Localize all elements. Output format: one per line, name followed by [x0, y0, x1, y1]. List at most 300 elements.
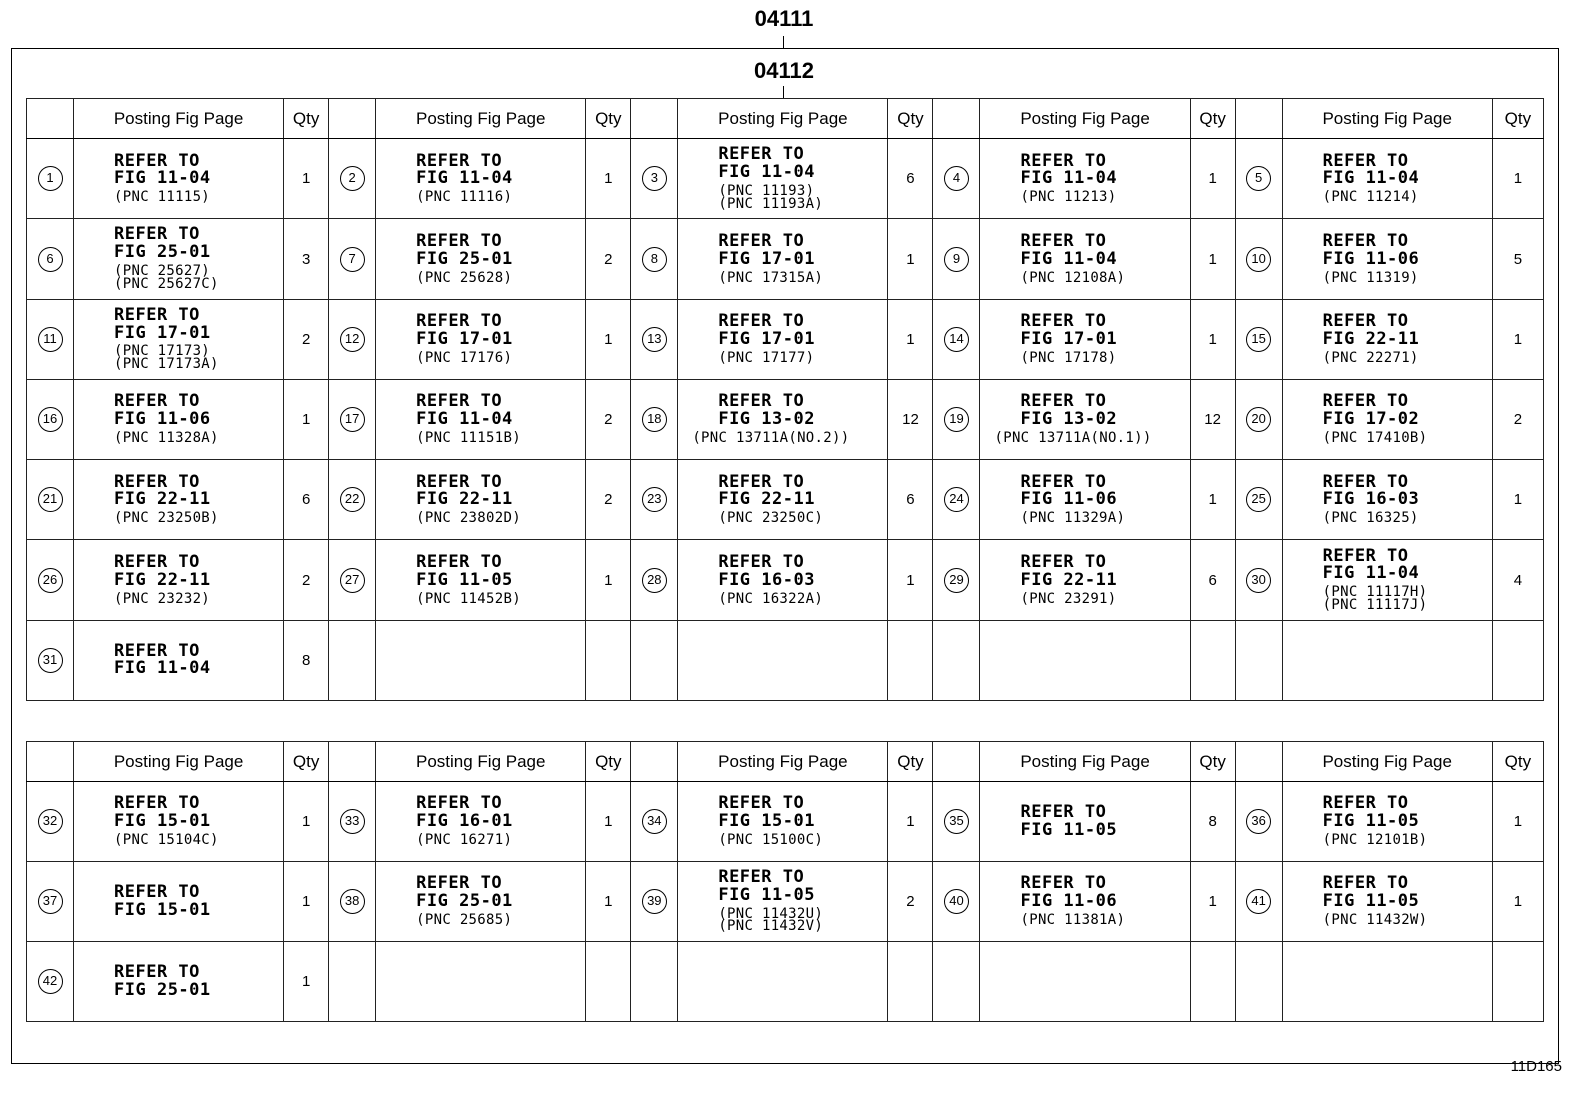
fig-reference: FIG 15-01 — [114, 899, 211, 920]
qty-cell: 1 — [1492, 299, 1543, 379]
empty-cell — [888, 942, 933, 1022]
fig-reference: FIG 25-01 — [114, 242, 211, 263]
pnc-number: (PNC 23802D) — [416, 510, 521, 527]
posting-fig-page-cell — [980, 299, 1190, 379]
empty-cell — [1190, 942, 1235, 1022]
header-posting-fig-page: Posting Fig Page — [678, 742, 888, 782]
pnc-number: (PNC 11213) — [1020, 189, 1117, 206]
callout-number: 12 — [340, 327, 365, 352]
fig-reference: FIG 16-03 — [1322, 489, 1420, 510]
fig-reference: FIG 11-05 — [1020, 819, 1118, 840]
refer-to-text: REFER TO — [114, 881, 200, 902]
fig-reference: FIG 15-01 — [114, 811, 211, 832]
pnc-number: (PNC 13711A(NO.2)) — [692, 430, 850, 447]
callout-cell — [27, 942, 74, 1022]
callout-cell — [27, 219, 74, 299]
pnc-number: (PNC 11115) — [114, 189, 211, 206]
refer-to-text: REFER TO — [1322, 793, 1409, 814]
pnc-number: (PNC 17315A) — [718, 269, 824, 286]
refer-to-text: REFER TO — [1322, 150, 1409, 171]
empty-cell — [586, 942, 631, 1022]
header-qty: Qty — [586, 99, 631, 139]
posting-fig-page-cell — [376, 540, 586, 620]
posting-fig-page-cell — [74, 379, 284, 459]
pnc-number: (PNC 23250C) — [718, 510, 824, 527]
callout-cell — [1235, 139, 1282, 219]
refer-to-text: REFER TO — [114, 224, 200, 245]
callout-cell — [329, 299, 376, 379]
assembly-code-04111: 04111 — [754, 6, 814, 31]
qty-cell: 1 — [284, 139, 329, 219]
refer-to-text: REFER TO — [1020, 230, 1107, 251]
table-row — [27, 620, 1544, 700]
header-posting-fig-page: Posting Fig Page — [1282, 742, 1492, 782]
table-row — [27, 942, 1544, 1022]
posting-fig-page-cell — [74, 139, 284, 219]
callout-number: 28 — [642, 568, 667, 593]
qty-cell: 1 — [1190, 219, 1235, 299]
qty-cell: 6 — [888, 139, 933, 219]
header-posting-fig-page: Posting Fig Page — [1282, 99, 1492, 139]
refer-to-text: REFER TO — [718, 391, 805, 412]
refer-to-text: REFER TO — [1322, 230, 1409, 251]
refer-to-text: REFER TO — [416, 230, 503, 251]
qty-cell: 1 — [586, 782, 631, 862]
posting-fig-page-cell — [980, 139, 1190, 219]
callout-number: 38 — [340, 889, 365, 914]
posting-fig-page-cell — [376, 379, 586, 459]
empty-cell — [1190, 620, 1235, 700]
pnc-number: (PNC 16271) — [416, 832, 513, 848]
qty-cell: 1 — [1492, 782, 1543, 862]
refer-to-text: REFER TO — [114, 304, 200, 325]
callout-cell — [933, 299, 980, 379]
header-posting-fig-page: Posting Fig Page — [74, 742, 284, 782]
callout-cell — [27, 460, 74, 540]
posting-fig-page-cell — [74, 299, 284, 379]
callout-number: 25 — [1246, 487, 1271, 512]
qty-cell: 1 — [1190, 862, 1235, 942]
refer-to-text: REFER TO — [416, 150, 503, 171]
refer-to-text: REFER TO — [114, 640, 200, 661]
fig-reference: FIG 11-04 — [114, 658, 211, 679]
header-blank-cell — [27, 742, 74, 782]
callout-number: 31 — [38, 648, 63, 673]
empty-cell — [1235, 942, 1282, 1022]
callout-cell — [329, 139, 376, 219]
empty-cell — [376, 620, 586, 700]
empty-cell — [678, 620, 888, 700]
header-qty: Qty — [586, 742, 631, 782]
pnc-number: (PNC 17173A) — [114, 356, 219, 373]
posting-fig-page-cell — [678, 862, 888, 942]
callout-number: 9 — [944, 247, 969, 272]
callout-cell — [329, 460, 376, 540]
qty-cell: 2 — [888, 862, 933, 942]
callout-cell — [631, 782, 678, 862]
posting-fig-page-cell — [678, 139, 888, 219]
posting-fig-page-cell — [1282, 460, 1492, 540]
qty-cell: 2 — [586, 219, 631, 299]
callout-cell — [27, 862, 74, 942]
header-qty: Qty — [284, 99, 329, 139]
header-blank-cell — [1235, 742, 1282, 782]
callout-cell — [631, 219, 678, 299]
posting-fig-page-cell — [980, 782, 1190, 862]
pnc-number: (PNC 11193A) — [718, 195, 824, 212]
qty-cell: 1 — [284, 942, 329, 1022]
fig-reference: FIG 11-05 — [1322, 891, 1420, 912]
callout-number: 42 — [38, 969, 63, 994]
qty-cell: 1 — [1492, 139, 1543, 219]
figure-code: 11D165 — [1510, 1058, 1562, 1075]
pnc-number: (PNC 11432V) — [718, 918, 824, 935]
callout-number: 14 — [944, 327, 969, 352]
header-blank-cell — [631, 742, 678, 782]
callout-cell — [1235, 540, 1282, 620]
qty-cell: 2 — [586, 460, 631, 540]
qty-cell: 6 — [284, 460, 329, 540]
fig-reference: FIG 11-05 — [1322, 811, 1420, 832]
refer-to-text: REFER TO — [114, 471, 200, 492]
refer-to-text: REFER TO — [114, 551, 200, 572]
qty-cell: 1 — [586, 299, 631, 379]
fig-reference: FIG 16-01 — [416, 811, 513, 832]
empty-cell — [1282, 620, 1492, 700]
callout-cell — [27, 540, 74, 620]
callout-cell — [933, 139, 980, 219]
pnc-number: (PNC 25627) — [114, 263, 211, 280]
callout-cell — [329, 862, 376, 942]
qty-cell: 1 — [888, 219, 933, 299]
refer-to-text: REFER TO — [718, 471, 805, 492]
fig-reference: FIG 16-03 — [718, 569, 815, 590]
callout-number: 4 — [944, 166, 969, 191]
pnc-number: (PNC 25627C) — [114, 275, 219, 292]
empty-cell — [980, 942, 1190, 1022]
posting-fig-page-cell — [678, 782, 888, 862]
qty-cell: 8 — [1190, 782, 1235, 862]
callout-number: 23 — [642, 487, 667, 512]
callout-number: 7 — [340, 247, 365, 272]
qty-cell: 8 — [284, 620, 329, 700]
table-row — [27, 379, 1544, 459]
posting-fig-page-cell — [74, 620, 284, 700]
header-posting-fig-page: Posting Fig Page — [980, 99, 1190, 139]
refer-to-text: REFER TO — [416, 873, 503, 894]
qty-cell: 5 — [1492, 219, 1543, 299]
posting-fig-page-cell — [376, 299, 586, 379]
callout-cell — [631, 139, 678, 219]
table-row — [27, 460, 1544, 540]
qty-cell: 1 — [586, 862, 631, 942]
refer-to-text: REFER TO — [718, 311, 805, 332]
callout-number: 33 — [340, 809, 365, 834]
fig-reference: FIG 11-04 — [416, 168, 513, 189]
table-row — [27, 540, 1544, 620]
callout-number: 30 — [1246, 568, 1271, 593]
posting-fig-page-cell — [376, 460, 586, 540]
qty-cell: 1 — [284, 379, 329, 459]
callout-number: 37 — [38, 889, 63, 914]
posting-fig-page-cell — [678, 299, 888, 379]
callout-number: 21 — [38, 487, 63, 512]
fig-reference: FIG 17-01 — [718, 328, 815, 349]
callout-number: 3 — [642, 166, 667, 191]
parts-table-2 — [26, 741, 1544, 1022]
posting-fig-page-cell — [74, 862, 284, 942]
posting-fig-page-cell — [678, 379, 888, 459]
pnc-number: (PNC 11151B) — [416, 430, 521, 447]
qty-cell: 1 — [888, 299, 933, 379]
callout-cell — [933, 379, 980, 459]
refer-to-text: REFER TO — [416, 391, 503, 412]
empty-cell — [933, 942, 980, 1022]
header-qty: Qty — [1190, 99, 1235, 139]
callout-cell — [329, 540, 376, 620]
fig-reference: FIG 11-05 — [416, 569, 513, 590]
qty-cell: 1 — [1190, 139, 1235, 219]
refer-to-text: REFER TO — [1322, 391, 1409, 412]
empty-cell — [1492, 620, 1543, 700]
header-qty: Qty — [888, 99, 933, 139]
callout-cell — [631, 460, 678, 540]
fig-reference: FIG 11-05 — [718, 884, 815, 905]
header-posting-fig-page: Posting Fig Page — [980, 742, 1190, 782]
pnc-number: (PNC 12101B) — [1322, 832, 1428, 848]
callout-number: 16 — [38, 407, 63, 432]
refer-to-text: REFER TO — [1020, 551, 1107, 572]
callout-number: 22 — [340, 487, 365, 512]
fig-reference: FIG 11-04 — [1322, 168, 1420, 189]
refer-to-text: REFER TO — [114, 391, 200, 412]
pnc-number: (PNC 15104C) — [114, 832, 219, 848]
callout-number: 27 — [340, 568, 365, 593]
header-blank-cell — [933, 99, 980, 139]
empty-cell — [980, 620, 1190, 700]
callout-cell — [27, 139, 74, 219]
empty-cell — [329, 942, 376, 1022]
callout-number: 20 — [1246, 407, 1271, 432]
posting-fig-page-cell — [980, 540, 1190, 620]
refer-to-text: REFER TO — [718, 866, 805, 887]
pnc-number: (PNC 17177) — [718, 349, 815, 366]
fig-reference: FIG 17-01 — [1020, 328, 1118, 349]
fig-reference: FIG 22-11 — [718, 489, 815, 510]
fig-reference: FIG 17-01 — [718, 248, 815, 269]
posting-fig-page-cell — [678, 460, 888, 540]
fig-reference: FIG 22-11 — [1020, 569, 1118, 590]
callout-number: 36 — [1246, 809, 1271, 834]
fig-reference: FIG 25-01 — [114, 979, 211, 1000]
callout-number: 11 — [38, 327, 63, 352]
posting-fig-page-cell — [74, 460, 284, 540]
callout-cell — [631, 540, 678, 620]
callout-cell — [933, 219, 980, 299]
qty-cell: 1 — [888, 782, 933, 862]
parts-table-1 — [26, 98, 1544, 701]
pnc-number: (PNC 25685) — [416, 912, 513, 928]
posting-fig-page-cell — [74, 782, 284, 862]
header-blank-cell — [329, 99, 376, 139]
qty-cell: 1 — [586, 139, 631, 219]
header-blank-cell — [1235, 99, 1282, 139]
callout-cell — [1235, 379, 1282, 459]
fig-reference: FIG 11-04 — [416, 409, 513, 430]
fig-reference: FIG 11-04 — [114, 168, 211, 189]
header-blank-cell — [27, 99, 74, 139]
callout-number: 24 — [944, 487, 969, 512]
header-blank-cell — [329, 742, 376, 782]
callout-number: 8 — [642, 247, 667, 272]
callout-cell — [631, 299, 678, 379]
header-qty: Qty — [888, 742, 933, 782]
callout-cell — [1235, 782, 1282, 862]
pnc-number: (PNC 23291) — [1020, 590, 1117, 607]
fig-reference: FIG 11-06 — [1020, 891, 1118, 912]
qty-cell: 2 — [1492, 379, 1543, 459]
qty-cell: 1 — [1190, 460, 1235, 540]
callout-number: 19 — [944, 407, 969, 432]
fig-reference: FIG 11-04 — [1020, 168, 1118, 189]
table-row — [27, 862, 1544, 942]
refer-to-text: REFER TO — [718, 144, 805, 165]
refer-to-text: REFER TO — [1020, 391, 1107, 412]
assembly-leader-line — [783, 36, 784, 48]
table-header-row — [27, 99, 1544, 139]
pnc-number: (PNC 17173) — [114, 343, 211, 360]
pnc-number: (PNC 11319) — [1322, 269, 1419, 286]
pnc-number: (PNC 13711A(NO.1)) — [994, 430, 1152, 447]
header-qty: Qty — [1492, 99, 1543, 139]
header-posting-fig-page: Posting Fig Page — [376, 742, 586, 782]
callout-number: 2 — [340, 166, 365, 191]
posting-fig-page-cell — [980, 219, 1190, 299]
callout-number: 10 — [1246, 247, 1271, 272]
callout-number: 41 — [1246, 889, 1271, 914]
pnc-number: (PNC 23232) — [114, 590, 211, 607]
qty-cell: 12 — [1190, 379, 1235, 459]
refer-to-text: REFER TO — [1322, 471, 1409, 492]
refer-to-text: REFER TO — [416, 471, 503, 492]
callout-cell — [27, 620, 74, 700]
header-posting-fig-page: Posting Fig Page — [678, 99, 888, 139]
pnc-number: (PNC 11329A) — [1020, 510, 1126, 527]
subassembly-leader-line — [783, 86, 784, 98]
pnc-number: (PNC 17178) — [1020, 349, 1117, 366]
pnc-number: (PNC 17410B) — [1322, 430, 1428, 447]
callout-number: 40 — [944, 889, 969, 914]
header-posting-fig-page: Posting Fig Page — [74, 99, 284, 139]
pnc-number: (PNC 11117H) — [1322, 584, 1428, 601]
refer-to-text: REFER TO — [1322, 873, 1409, 894]
empty-cell — [631, 620, 678, 700]
callout-cell — [933, 862, 980, 942]
fig-reference: FIG 11-04 — [1322, 563, 1420, 584]
refer-to-text: REFER TO — [416, 793, 503, 814]
fig-reference: FIG 17-01 — [416, 328, 513, 349]
refer-to-text: REFER TO — [718, 230, 805, 251]
qty-cell: 1 — [1190, 299, 1235, 379]
callout-number: 18 — [642, 407, 667, 432]
pnc-number: (PNC 11328A) — [114, 430, 219, 447]
posting-fig-page-cell — [376, 139, 586, 219]
pnc-number: (PNC 17176) — [416, 349, 513, 366]
posting-fig-page-cell — [980, 460, 1190, 540]
callout-cell — [329, 379, 376, 459]
callout-cell — [1235, 460, 1282, 540]
posting-fig-page-cell — [1282, 862, 1492, 942]
posting-fig-page-cell — [980, 862, 1190, 942]
callout-cell — [1235, 862, 1282, 942]
header-posting-fig-page: Posting Fig Page — [376, 99, 586, 139]
qty-cell: 1 — [888, 540, 933, 620]
pnc-number: (PNC 11214) — [1322, 189, 1419, 206]
refer-to-text: REFER TO — [1020, 873, 1107, 894]
empty-cell — [1282, 942, 1492, 1022]
refer-to-text: REFER TO — [416, 311, 503, 332]
callout-cell — [631, 862, 678, 942]
posting-fig-page-cell — [376, 219, 586, 299]
refer-to-text: REFER TO — [718, 793, 805, 814]
callout-number: 29 — [944, 568, 969, 593]
fig-reference: FIG 17-02 — [1322, 409, 1420, 430]
callout-number: 39 — [642, 889, 667, 914]
callout-number: 13 — [642, 327, 667, 352]
empty-cell — [586, 620, 631, 700]
pnc-number: (PNC 22271) — [1322, 349, 1419, 366]
fig-reference: FIG 13-02 — [1020, 409, 1118, 430]
callout-number: 35 — [944, 809, 969, 834]
empty-cell — [933, 620, 980, 700]
table-row — [27, 219, 1544, 299]
empty-cell — [678, 942, 888, 1022]
table-row — [27, 299, 1544, 379]
header-qty: Qty — [284, 742, 329, 782]
callout-number: 34 — [642, 809, 667, 834]
posting-fig-page-cell — [74, 942, 284, 1022]
pnc-number: (PNC 11452B) — [416, 590, 521, 607]
qty-cell: 1 — [284, 862, 329, 942]
header-qty: Qty — [1190, 742, 1235, 782]
refer-to-text: REFER TO — [718, 551, 805, 572]
callout-cell — [329, 782, 376, 862]
fig-reference: FIG 11-06 — [114, 409, 211, 430]
posting-fig-page-cell — [1282, 782, 1492, 862]
empty-cell — [1235, 620, 1282, 700]
header-blank-cell — [933, 742, 980, 782]
posting-fig-page-cell — [980, 379, 1190, 459]
qty-cell: 1 — [1492, 862, 1543, 942]
qty-cell: 1 — [1492, 460, 1543, 540]
qty-cell: 6 — [888, 460, 933, 540]
header-blank-cell — [631, 99, 678, 139]
qty-cell: 2 — [284, 540, 329, 620]
callout-cell — [27, 379, 74, 459]
callout-cell — [933, 540, 980, 620]
posting-fig-page-cell — [678, 219, 888, 299]
refer-to-text: REFER TO — [1020, 150, 1107, 171]
pnc-number: (PNC 11193) — [718, 182, 815, 199]
fig-reference: FIG 22-11 — [114, 489, 211, 510]
fig-reference: FIG 11-04 — [718, 162, 815, 183]
empty-cell — [376, 942, 586, 1022]
callout-cell — [27, 782, 74, 862]
fig-reference: FIG 11-04 — [1020, 248, 1118, 269]
qty-cell: 2 — [284, 299, 329, 379]
callout-cell — [329, 219, 376, 299]
callout-cell — [933, 782, 980, 862]
